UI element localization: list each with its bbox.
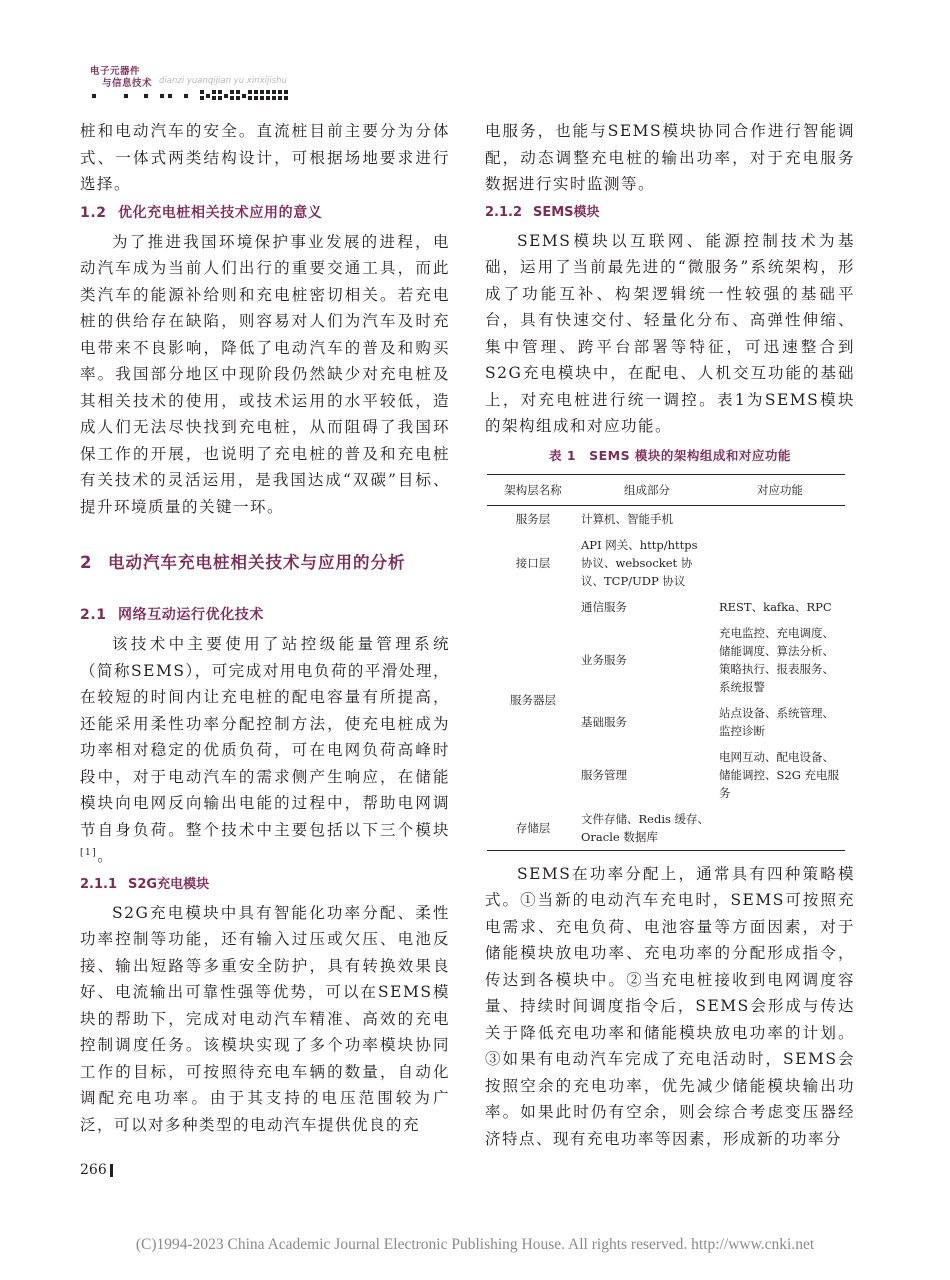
section-title: 网络互动运行优化技术	[118, 607, 264, 623]
paragraph-continued: 桩和电动汽车的安全。直流桩目前主要分为分体式、一体式两类结构设计，可根据场地要求进行选择。	[80, 122, 450, 193]
table-cell-layer: 服务层	[515, 511, 551, 526]
citation-ref: [1]	[80, 847, 98, 858]
paragraph-significance: 为了推进我国环境保护事业发展的进程，电动汽车成为当前人们出行的重要交通工具，而此类汽车的能源补给则和充电桩密切相关。若充电桩的供给存在缺陷，则容易对人们为汽车及时充电带来不良影响，降低了电动汽车的普及和购买率。我国部分地区中现阶段仍然缺少对充电桩及其相关技术的使用，或技术运用的水平较低，造成人们无法尽快找到充电桩，从而阻碍了我国环保工作的开展，也说明了充电桩的普及和充电桩有关技术的灵活运用，是我国达成“双碳”目标、提升环境质量的关键一环。	[80, 232, 450, 516]
section-title: 电动汽车充电桩相关技术与应用的分析	[108, 553, 406, 572]
paragraph-network-tech: 该技术中主要使用了站控级能量管理系统（简称SEMS），可完成对用电负荷的平滑处理，在较短的时间内让充电桩的配电容量有所提高，还能采用柔性功率分配控制方法，使充电桩成为功率相对稳定的优质负荷，可在电网负荷高峰时段中，对于电动汽车的需求侧产生响应，在储能模块向电网反向输出电能的过程中，帮助电网调节自身负荷。整个技术中主要包括以下三个模块[1]。	[80, 635, 450, 865]
table-cell-func	[715, 806, 845, 851]
table-title: 表 1 SEMS 模块的架构组成和对应功能	[549, 447, 791, 463]
table-cell-func: 站点设备、系统管理、监控诊断	[719, 705, 834, 738]
table-cell-part: 业务服务	[581, 652, 627, 667]
journal-pinyin: dianzi yuanqijian yu xinxijishu	[159, 76, 287, 86]
journal-header	[80, 60, 340, 108]
table-cell-func	[715, 505, 845, 532]
section-number: 1.2	[80, 204, 107, 221]
table-cell-layer: 服务器层	[510, 692, 556, 707]
table-row	[487, 594, 845, 620]
table-cell-func: 充电监控、充电调度、储能调度、算法分析、策略执行、报表服务、系统报警	[719, 625, 834, 694]
table-row	[487, 505, 845, 532]
architecture-table	[487, 474, 845, 851]
left-column	[80, 118, 450, 1140]
paragraph-sems-module: SEMS模块以互联网、能源控制技术为基础，运用了当前最先进的“微服务”系统架构，形成了功能互补、构架逻辑统一性较强的基础平台，具有快速交付、轻量化分布、高弹性伸缩、集中管理、跨平台部署等特征，可迅速整合到S2G充电模块中，在配电、人机交互功能的基础上，对充电桩进行统一调控。表1为SEMS模块的架构组成和对应功能。	[485, 231, 855, 435]
section-heading-2-1-2	[485, 200, 855, 226]
table-cell-func: REST、kafka、RPC	[719, 599, 832, 614]
table-row	[487, 806, 845, 851]
header-decoration-squares	[92, 90, 292, 104]
section-heading-1-2	[80, 200, 450, 226]
section-number: 2.1.1	[80, 876, 118, 892]
section-number: 2	[80, 553, 93, 572]
paragraph-power-strategy: SEMS在功率分配上，通常具有四种策略模式。①当新的电动汽车充电时，SEMS可按照充电需求、充电负荷、电池容量等方面因素，对于储能模块放电功率、充电功率的分配形成指令，传达到各模块中。②当充电桩接收到电网调度容量、持续时间调度指令后，SEMS会形成与传达关于降低充电功率和储能模块放电功率的计划。③如果有电动汽车完成了充电活动时，SEMS会按照空余的充电功率，优先减少储能模块输出功率。如果此时仍有空余，则会综合考虑变压器经济特点、现有充电功率等因素，形成新的功率分	[485, 864, 855, 1148]
paragraph-continued: 电服务，也能与SEMS模块协同合作进行智能调配，动态调整充电桩的输出功率，对于充电服务数据进行实时监测等。	[485, 122, 855, 193]
table-cell-part: 计算机、智能手机	[581, 511, 673, 526]
section-title: S2G充电模块	[128, 876, 210, 892]
table-row	[487, 532, 845, 594]
section-heading-2	[80, 550, 450, 576]
right-column	[485, 118, 855, 1154]
table-header-cell: 架构层名称	[487, 474, 579, 505]
section-number: 2.1.2	[485, 204, 523, 220]
table-cell-func: 电网互动、配电设备、储能调控、S2G 充电服务	[719, 749, 840, 800]
page-number-bar	[110, 1164, 113, 1177]
copyright-footer: (C)1994-2023 China Academic Journal Electronic Publishing House. All rights reserved. http://www.cnki.net	[135, 1236, 815, 1253]
page-number: 266	[80, 1162, 107, 1178]
section-heading-2-1-1	[80, 872, 450, 898]
table-cell-part: 通信服务	[581, 599, 627, 614]
journal-name-line2: 与信息技术	[102, 78, 153, 89]
table-cell-layer: 接口层	[515, 555, 551, 570]
table-header-row	[487, 474, 845, 505]
section-title: SEMS模块	[533, 204, 600, 220]
paragraph-s2g-module: S2G充电模块中具有智能化功率分配、柔性功率控制等功能，还有输入过压或欠压、电池反接、输出短路等多重安全防护，具有转换效果良好、电流输出可靠性强等优势，可以在SEMS模块的帮助下，完成对电动汽车精准、高效的充电控制调度任务。该模块实现了多个功率模块协同工作的目标，可按照待充电车辆的数量，自动化调配充电功率。由于其支持的电压范围较为广泛，可以对多种类型的电动汽车提供优良的充	[80, 903, 450, 1134]
section-heading-2-1	[80, 602, 450, 628]
table-cell-func	[715, 532, 845, 594]
journal-name-line1: 电子元器件	[90, 66, 141, 77]
section-title: 优化充电桩相关技术应用的意义	[118, 204, 323, 221]
table-cell-part: API 网关、http/https 协议、websocket 协议、TCP/UDP 协议	[581, 537, 698, 588]
table-cell-part: 基础服务	[581, 714, 627, 729]
table-header-cell: 对应功能	[715, 474, 845, 505]
table-cell-layer: 存储层	[487, 806, 579, 851]
table-cell-part: 文件存储、Redis 缓存、Oracle 数据库	[579, 806, 715, 851]
section-number: 2.1	[80, 607, 107, 623]
table-cell-part: 服务管理	[581, 767, 627, 782]
table-header-cell: 组成部分	[579, 474, 715, 505]
